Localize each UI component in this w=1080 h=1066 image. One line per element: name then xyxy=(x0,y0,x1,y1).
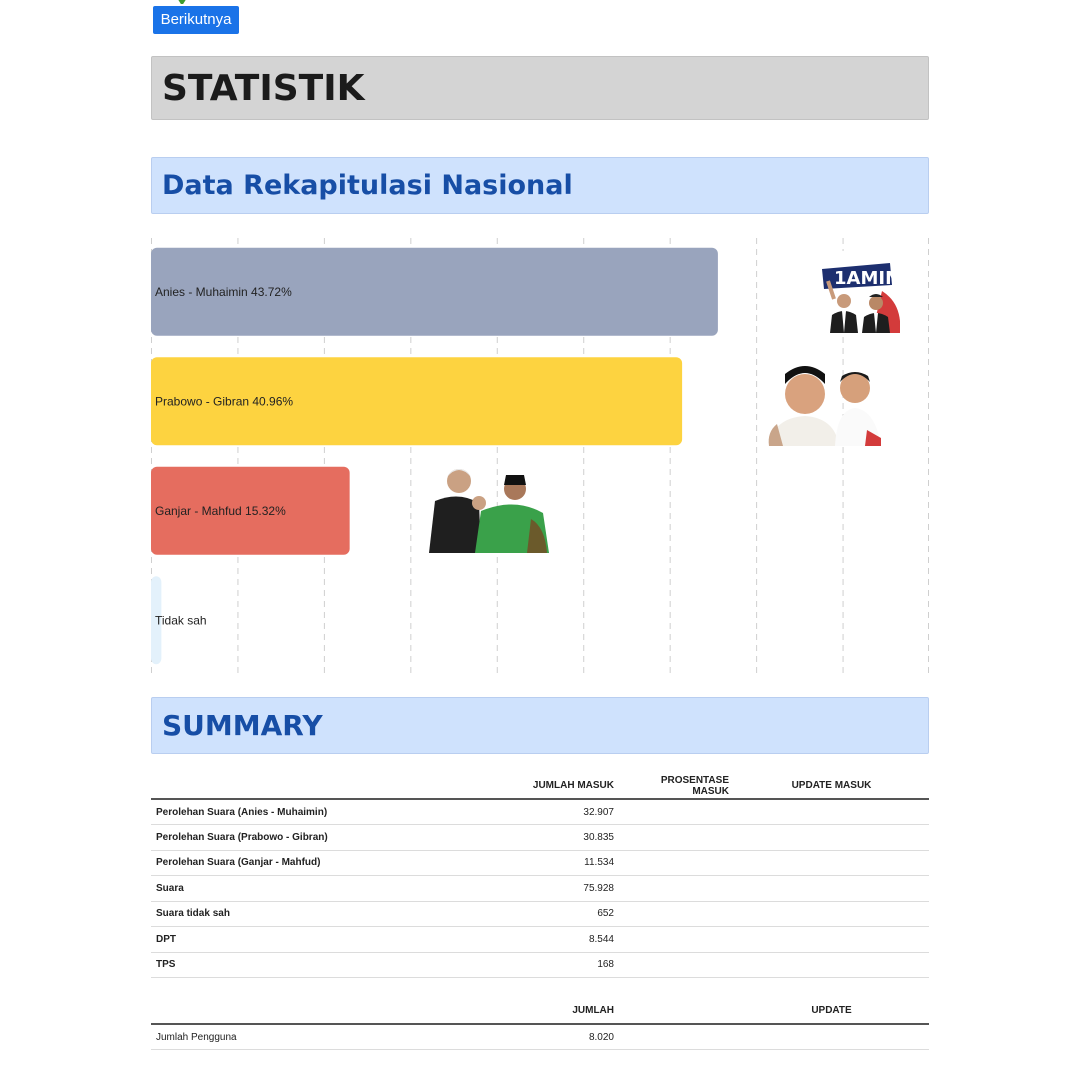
prabowo-gibran-photo xyxy=(763,358,885,446)
row-prosentase xyxy=(619,799,734,825)
row-prosentase xyxy=(619,901,734,927)
table-row xyxy=(151,927,929,953)
users-table xyxy=(151,998,929,1050)
row-jumlah: 11.534 xyxy=(501,850,619,876)
statistik-title: STATISTIK xyxy=(162,67,365,109)
row-update xyxy=(734,876,929,902)
bar-label: Anies - Muhaimin 43.72% xyxy=(155,284,292,299)
table-row xyxy=(151,825,929,851)
row-prosentase xyxy=(619,952,734,978)
rekap-title: Data Rekapitulasi Nasional xyxy=(162,170,573,201)
row-empty xyxy=(619,1024,734,1050)
summary-table-header xyxy=(151,773,929,799)
bar-label: Tidak sah xyxy=(155,613,207,628)
row-update xyxy=(734,850,929,876)
row-label: Perolehan Suara (Prabowo - Gibran) xyxy=(151,825,501,851)
column-header-update: UPDATE xyxy=(734,998,929,1024)
row-jumlah: 75.928 xyxy=(501,876,619,902)
row-label: Suara tidak sah xyxy=(151,901,501,927)
row-jumlah: 168 xyxy=(501,952,619,978)
table-row xyxy=(151,799,929,825)
row-update xyxy=(734,901,929,927)
summary-table xyxy=(151,773,929,978)
row-prosentase xyxy=(619,825,734,851)
column-header-update-masuk: UPDATE MASUK xyxy=(734,773,929,799)
summary-title: SUMMARY xyxy=(162,709,323,742)
users-table-header xyxy=(151,998,929,1024)
row-update xyxy=(734,799,929,825)
bar-label: Ganjar - Mahfud 15.32% xyxy=(155,503,286,518)
row-jumlah: 8.544 xyxy=(501,927,619,953)
table-row xyxy=(151,901,929,927)
anies-muhaimin-photo xyxy=(812,251,902,333)
row-label: DPT xyxy=(151,927,501,953)
ganjar-mahfud-photo xyxy=(427,463,551,553)
row-jumlah: 32.907 xyxy=(501,799,619,825)
row-jumlah: 30.835 xyxy=(501,825,619,851)
row-prosentase xyxy=(619,876,734,902)
row-prosentase xyxy=(619,927,734,953)
row-label: Perolehan Suara (Ganjar - Mahfud) xyxy=(151,850,501,876)
rekap-chart xyxy=(151,238,929,676)
check-logo-icon xyxy=(176,0,190,4)
statistik-heading xyxy=(151,56,929,120)
column-header-empty xyxy=(619,998,734,1024)
column-header-prosentase-masuk: PROSENTASE MASUK xyxy=(619,773,734,799)
row-label: Perolehan Suara (Anies - Muhaimin) xyxy=(151,799,501,825)
table-row xyxy=(151,952,929,978)
column-header-label xyxy=(151,773,501,799)
row-update xyxy=(734,927,929,953)
row-jumlah: 8.020 xyxy=(501,1024,619,1050)
summary-heading xyxy=(151,697,929,754)
amin-logo-text: 1AMIN xyxy=(834,268,901,289)
row-update xyxy=(734,1024,929,1050)
rekap-heading xyxy=(151,157,929,214)
row-update xyxy=(734,825,929,851)
row-label: Suara xyxy=(151,876,501,902)
row-jumlah: 652 xyxy=(501,901,619,927)
column-header-label xyxy=(151,998,501,1024)
column-header-jumlah-masuk: JUMLAH MASUK xyxy=(501,773,619,799)
table-row xyxy=(151,1024,929,1050)
bar-label: Prabowo - Gibran 40.96% xyxy=(155,394,294,409)
row-update xyxy=(734,952,929,978)
row-prosentase xyxy=(619,850,734,876)
table-row xyxy=(151,876,929,902)
table-row xyxy=(151,850,929,876)
row-label: Jumlah Pengguna xyxy=(151,1024,501,1050)
column-header-jumlah: JUMLAH xyxy=(501,998,619,1024)
next-button[interactable]: Berikutnya xyxy=(153,6,239,34)
row-label: TPS xyxy=(151,952,501,978)
